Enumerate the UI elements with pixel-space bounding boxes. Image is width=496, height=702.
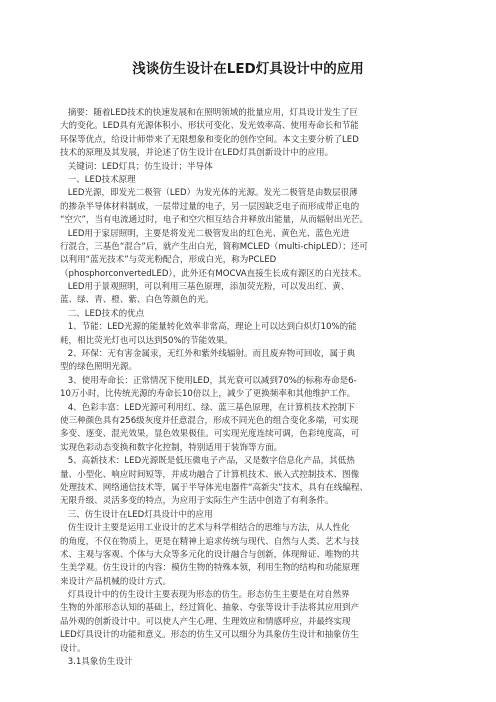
text-line: 三、仿生设计在LED灯具设计中的应用: [67, 509, 213, 520]
text-line: 实现色彩动态变换和数字化控制，特别适用于装饰等方面。: [60, 442, 283, 453]
text-line: 量、小型化、响应时间短等，并成功融合了计算机技术、嵌入式控制技术、图像: [60, 469, 360, 480]
text-line: 多变、逐变、混光效果，显色效果极佳。可实现光度连续可调，色彩纯度高，可: [60, 429, 360, 440]
text-line: LED光源，即发光二极管（LED）为发光体的光源。发光二极管是由数层很薄: [67, 188, 358, 199]
text-line: 的掺杂半导体材料制成，一层带过量的电子，另一层因缺乏电子而形成带正电的: [60, 201, 360, 212]
text-line: 5、高新技术：LED光源既是低压微电子产品，又是数字信息化产品，其低热: [67, 456, 355, 467]
text-line: 以利用“蓝光技术”与荧光粉配合，形成白光，称为PCLED: [60, 255, 277, 266]
text-line: 环保等优点，给设计师带来了无限想象和变化的创作空间。本文主要分析了LED: [60, 134, 359, 145]
text-line: 术、主观与客观、个体与大众等多元化的设计融合与创新，体现辩证、唯物的共: [60, 549, 360, 560]
text-line: 设计。: [60, 643, 86, 654]
text-line: LED用于家居照明，主要是将发光二极管发出的红色光、黄色光、蓝色光进: [67, 228, 350, 239]
text-line: 大的变化。LED具有光源体积小、形状可变化、发光效率高、使用寿命长和节能: [60, 121, 359, 132]
text-line: 蓝、绿、青、橙、紫、白色等颜色的光。: [60, 295, 214, 306]
text-line: 使三种颜色具有256级灰度并任意混合，形成不同光色的组合变化多端，可实现: [60, 415, 359, 426]
text-line: 仿生设计主要是运用工业设计的艺术与科学相结合的思维与方法，从人性化: [67, 523, 350, 534]
text-line: 型的绿色照明光源。: [60, 362, 137, 373]
text-line: 灯具设计中的仿生设计主要表现为形态的仿生。形态仿生主要是在对自然界: [67, 590, 350, 601]
document-title: 浅谈仿生设计在LED灯具设计中的应用: [132, 61, 364, 77]
text-line: 1、节能：LED光源的能量转化效率非常高，理论上可以达到白炽灯10%的能: [67, 322, 357, 333]
text-line: 的角度，不仅在物质上，更是在精神上追求传统与现代、自然与人类、艺术与技: [60, 536, 360, 547]
text-line: 耗，相比荧光灯也可以达到50%的节能效果。: [60, 335, 233, 346]
text-line: 二、LED技术的优点: [67, 308, 145, 319]
text-line: LED用于景观照明，可以利用三基色原理，添加荧光粉，可以发出红、黄、: [67, 282, 350, 293]
text-line: 摘要：随着LED技术的快速发展和在照明领域的批量应用，灯具设计发生了巨: [67, 108, 358, 118]
text-line: 一、LED技术原理: [67, 174, 136, 185]
text-line: 10万小时，比传统光源的寿命长10倍以上，减少了更换频率和其他维护工作。: [60, 389, 356, 400]
text-line: 3.1具象仿生设计: [67, 657, 133, 668]
text-line: 生物的外部形态认知的基础上，经过简化、抽象、夸张等设计手法将其应用到产: [60, 603, 360, 614]
text-line: 品外观的创新设计中。可以使人产生心理、生理效应和情感呼应，并最终实现: [60, 616, 351, 627]
text-line: “空穴”，当有电流通过时，电子和空穴相互结合并释放出能量，从而辐射出光芒。: [60, 215, 368, 226]
text-line: 3、使用寿命长：正常情况下使用LED，其光衰可以减到70%的标称寿命是6-: [67, 375, 357, 386]
text-line: 2、环保：无有害金属汞，无红外和紫外线辐射。而且废弃物可回收，属于典: [67, 349, 356, 360]
text-line: 无限升级、灵活多变的特点，为应用于实际生产生活中创造了有利条件。: [60, 496, 334, 507]
document-body: [60, 107, 442, 669]
text-line: （phosphorconvertedLED），此外还有MOCVA直接生长成有源区的白光技术。: [60, 268, 367, 279]
text-line: 4、色彩丰富：LED光源可利用红、绿、蓝三基色原理，在计算机技术控制下: [67, 402, 355, 413]
text-line: 关键词：LED灯具；仿生设计；半导体: [67, 161, 213, 172]
text-line: 行混合，三基色“混合”后，就产生出白光，简称MCLED（multi-chipLED）；还可: [60, 241, 368, 252]
text-line: 生美学观。仿生设计的内容：模仿生物的特殊本领，利用生物的结构和功能原理: [60, 563, 360, 574]
text-line: LED灯具设计的功能和意义。形态的仿生又可以细分为具象仿生设计和抽象仿生: [60, 630, 359, 641]
text-line: 来设计产品机械的设计方式。: [60, 576, 172, 587]
text-line: 技术的原理及其发展，并论述了仿生设计在LED灯具创新设计中的应用。: [60, 148, 334, 159]
text-line: 处理技术、网络通信技术等，属于半导体光电器件“高新尖”技术，具有在线编程、: [60, 482, 368, 493]
